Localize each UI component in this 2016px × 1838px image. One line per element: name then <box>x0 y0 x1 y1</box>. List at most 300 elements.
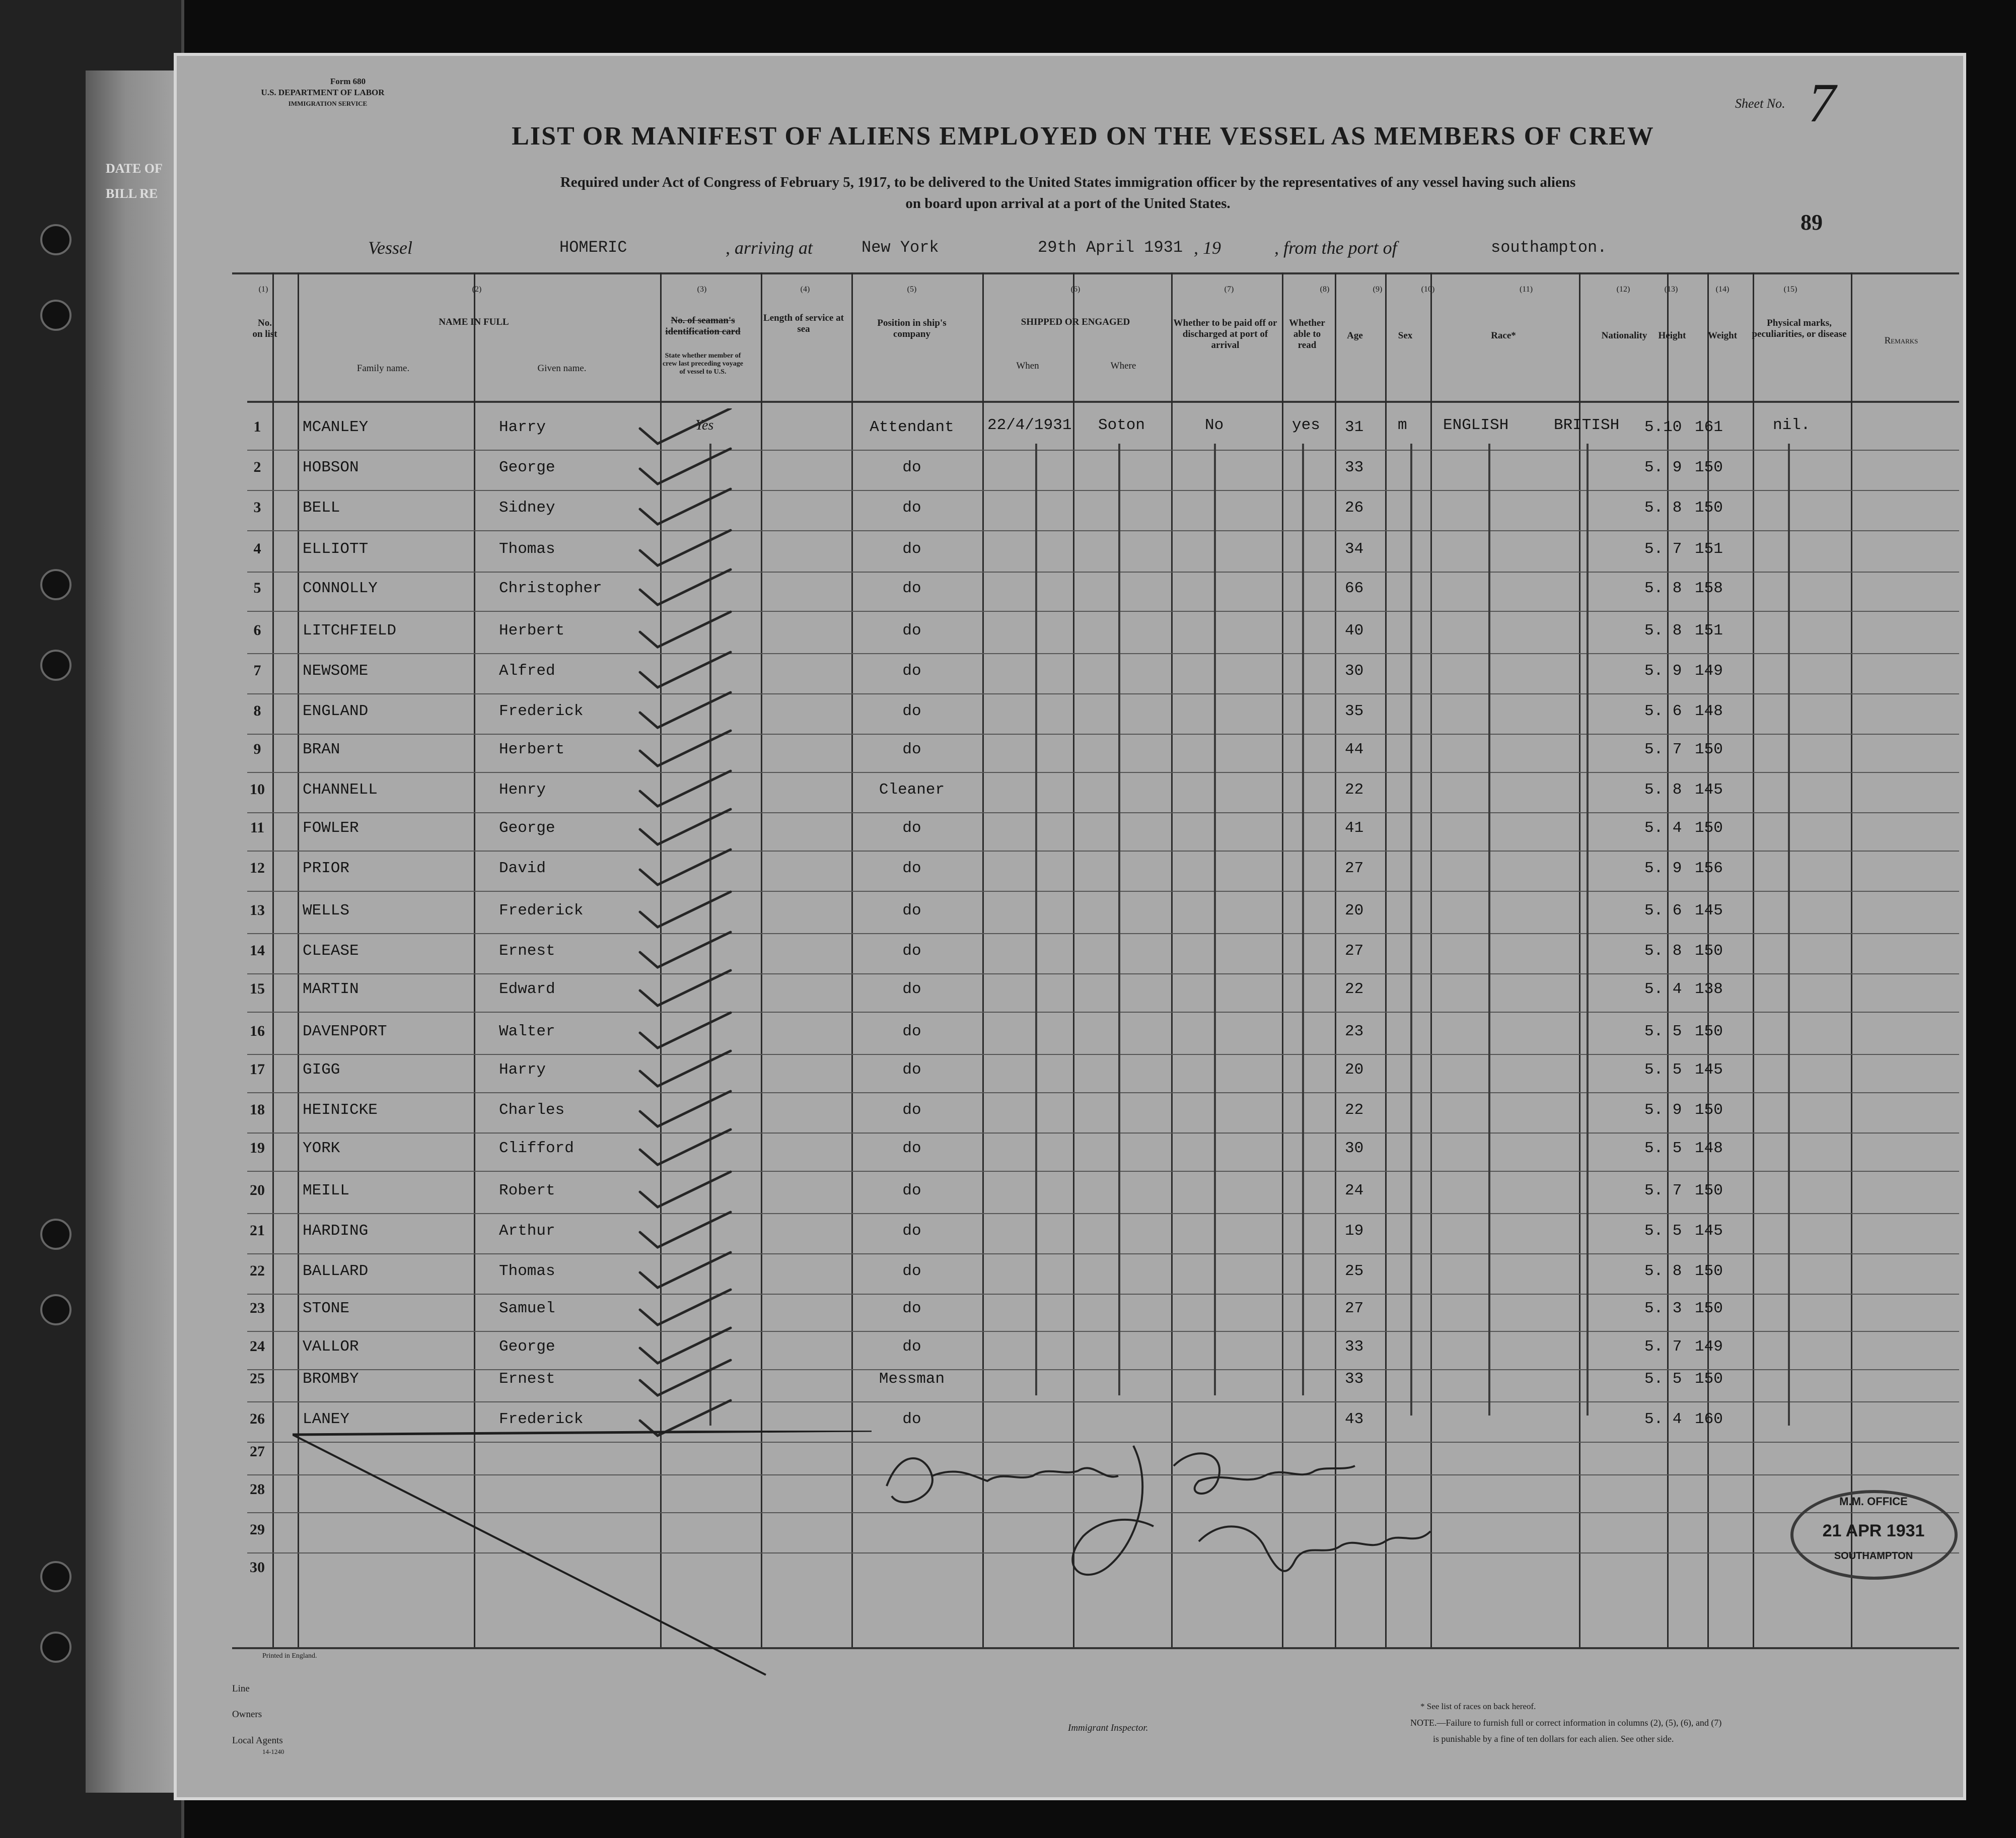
age: 33 <box>1345 1338 1364 1356</box>
age: 30 <box>1345 1140 1364 1157</box>
row-number: 10 <box>250 781 265 798</box>
row-number: 27 <box>250 1443 265 1460</box>
given-name: Samuel <box>499 1300 555 1317</box>
age: 27 <box>1345 860 1364 877</box>
note-line-1: NOTE.—Failure to furnish full or correct information in columns (2), (5), (6), and (7) <box>1410 1718 1722 1728</box>
row-number: 24 <box>250 1338 265 1355</box>
check-mark <box>640 1290 731 1325</box>
agents-label: Local Agents <box>232 1735 283 1746</box>
height: 5. 5 <box>1644 1140 1682 1157</box>
check-mark <box>640 1172 731 1207</box>
line-label: Line <box>232 1683 250 1694</box>
age: 27 <box>1345 942 1364 960</box>
check-mark <box>640 1360 731 1395</box>
paid-off: No <box>1205 416 1224 434</box>
given-name: Alfred <box>499 662 555 680</box>
check-mark <box>640 809 731 844</box>
age: 22 <box>1345 980 1364 998</box>
row-number: 21 <box>250 1222 265 1239</box>
weight: 148 <box>1695 1140 1723 1157</box>
row-rule <box>247 973 1959 974</box>
year-label: , 19 <box>1194 238 1221 258</box>
family-name: GIGG <box>303 1061 340 1079</box>
column-rule <box>1707 272 1709 1647</box>
weight: 145 <box>1695 781 1723 799</box>
given-name: Herbert <box>499 741 565 758</box>
stamp-date: 21 APR 1931 <box>1822 1521 1925 1540</box>
header-nationality: Nationality <box>1601 330 1647 341</box>
row-rule <box>247 572 1959 573</box>
check-mark <box>640 1013 731 1048</box>
check-mark <box>640 1051 731 1086</box>
given-name: Arthur <box>499 1222 555 1240</box>
age: 20 <box>1345 902 1364 920</box>
row-rule <box>247 1213 1959 1214</box>
header-no-on-list: No. on list <box>252 318 277 339</box>
ditto-bar <box>1587 444 1589 1416</box>
given-name: Charles <box>499 1101 565 1119</box>
owners-label: Owners <box>232 1709 262 1720</box>
row-number: 6 <box>253 622 261 639</box>
header-remarks: Remarks <box>1884 335 1918 346</box>
subtitle-line-1: Required under Act of Congress of February 5, 1917, to be delivered to the United States immigration officer by the representatives of any vessel having such aliens <box>560 174 1576 190</box>
col-num: (7) <box>1224 285 1234 294</box>
weight: 150 <box>1695 1370 1723 1388</box>
family-name: BALLARD <box>303 1262 369 1280</box>
family-name: BELL <box>303 499 340 517</box>
position: do <box>902 860 921 877</box>
weight: 151 <box>1695 540 1723 558</box>
binder-hole <box>40 1561 71 1592</box>
position: do <box>902 580 921 597</box>
position: do <box>902 662 921 680</box>
ditto-bar <box>1410 444 1412 1416</box>
row-rule <box>247 530 1959 531</box>
height: 5. 8 <box>1644 622 1682 640</box>
height: 5. 9 <box>1644 459 1682 476</box>
races-note: * See list of races on back hereof. <box>1420 1702 1536 1711</box>
check-mark <box>640 1129 731 1165</box>
binder-hole <box>40 650 71 681</box>
row-number: 8 <box>253 702 261 719</box>
manifest-title: LIST OR MANIFEST OF ALIENS EMPLOYED ON THE VESSEL AS MEMBERS OF CREW <box>512 122 1654 151</box>
age: 30 <box>1345 662 1364 680</box>
family-name: CLEASE <box>303 942 359 960</box>
row-rule <box>247 611 1959 612</box>
given-name: Harry <box>499 1061 546 1079</box>
position: do <box>902 1222 921 1240</box>
position: do <box>902 1300 921 1317</box>
family-name: MCANLEY <box>303 418 369 436</box>
check-marks <box>630 408 761 1466</box>
age: 20 <box>1345 1061 1364 1079</box>
height: 5. 8 <box>1644 1262 1682 1280</box>
row-number: 5 <box>253 580 261 596</box>
header-name-in-full: NAME IN FULL <box>439 317 509 327</box>
position: do <box>902 499 921 517</box>
row-number: 9 <box>253 741 261 757</box>
check-mark <box>640 1328 731 1363</box>
page-stack <box>86 70 186 1793</box>
ditto-bar <box>1214 444 1216 1395</box>
height: 5. 7 <box>1644 1338 1682 1356</box>
age: 22 <box>1345 1101 1364 1119</box>
manifest-sheet <box>174 53 1966 1800</box>
given-name: Edward <box>499 980 555 998</box>
family-name: WELLS <box>303 902 350 920</box>
height: 5. 6 <box>1644 902 1682 920</box>
height: 5. 9 <box>1644 1101 1682 1119</box>
row-number: 7 <box>253 662 261 679</box>
given-name: Herbert <box>499 622 565 640</box>
margin-date-label: DATE OF <box>106 161 163 176</box>
header-weight: Weight <box>1707 330 1738 341</box>
row-number: 1 <box>253 418 261 435</box>
given-name: David <box>499 860 546 877</box>
form-number: Form 680 <box>330 77 366 86</box>
family-name: PRIOR <box>303 860 350 877</box>
age: 23 <box>1345 1023 1364 1040</box>
binder-hole <box>40 1632 71 1663</box>
position: do <box>902 1023 921 1040</box>
height: 5. 5 <box>1644 1370 1682 1388</box>
height: 5.10 <box>1644 418 1682 436</box>
check-mark <box>640 970 731 1006</box>
arriving-label: , arriving at <box>726 238 813 258</box>
printed-in: Printed in England. <box>262 1652 317 1660</box>
family-name: ENGLAND <box>303 702 369 720</box>
height: 5. 5 <box>1644 1222 1682 1240</box>
weight: 150 <box>1695 1300 1723 1317</box>
height: 5. 4 <box>1644 819 1682 837</box>
given-name: George <box>499 1338 555 1356</box>
position: do <box>902 459 921 476</box>
header-able-read: Whether able to read <box>1289 318 1325 350</box>
binder-hole <box>40 1294 71 1325</box>
age: 66 <box>1345 580 1364 597</box>
check-mark <box>640 1252 731 1288</box>
sex: m <box>1398 416 1407 434</box>
family-name: MEILL <box>303 1182 350 1199</box>
col-num: (13) <box>1664 285 1678 294</box>
row-number: 16 <box>250 1023 265 1039</box>
height: 5. 7 <box>1644 741 1682 758</box>
row-rule <box>247 653 1959 654</box>
position: do <box>902 1262 921 1280</box>
position: do <box>902 902 921 920</box>
weight: 156 <box>1695 860 1723 877</box>
col-num: (3) <box>697 285 707 294</box>
binder-hole <box>40 224 71 255</box>
table-top-rule <box>232 272 1959 274</box>
height: 5. 6 <box>1644 702 1682 720</box>
check-mark <box>640 612 731 647</box>
family-name: DAVENPORT <box>303 1023 387 1040</box>
able-read: yes <box>1292 416 1320 434</box>
col-num: (11) <box>1519 285 1533 294</box>
from-port: southampton. <box>1491 238 1607 257</box>
weight: 150 <box>1695 1023 1723 1040</box>
row-rule <box>247 851 1959 852</box>
height: 5. 8 <box>1644 781 1682 799</box>
sheet-label: Sheet No. <box>1735 96 1785 111</box>
given-name: Ernest <box>499 1370 555 1388</box>
weight: 150 <box>1695 741 1723 758</box>
age: 24 <box>1345 1182 1364 1199</box>
binder-hole <box>40 300 71 331</box>
row-number: 30 <box>250 1559 265 1576</box>
row-rule <box>247 1092 1959 1093</box>
height: 5. 8 <box>1644 499 1682 517</box>
row-number: 18 <box>250 1101 265 1118</box>
column-rule <box>1753 272 1754 1647</box>
family-name: FOWLER <box>303 819 359 837</box>
family-name: LITCHFIELD <box>303 622 397 640</box>
check-mark <box>640 892 731 927</box>
row-number: 29 <box>250 1521 265 1538</box>
given-name: Frederick <box>499 902 584 920</box>
physical-marks: nil. <box>1773 416 1811 434</box>
row-rule <box>247 891 1959 892</box>
family-name: BROMBY <box>303 1370 359 1388</box>
column-rule <box>1579 272 1580 1647</box>
given-name: Walter <box>499 1023 555 1040</box>
row-number: 23 <box>250 1300 265 1316</box>
height: 5. 7 <box>1644 1182 1682 1199</box>
col-num: (14) <box>1715 285 1730 294</box>
sheet-number: 7 <box>1808 72 1836 133</box>
check-mark <box>640 771 731 806</box>
height: 5. 5 <box>1644 1061 1682 1079</box>
position: Attendant <box>870 418 954 436</box>
given-name: Frederick <box>499 1410 584 1428</box>
col-num: (4) <box>800 285 810 294</box>
given-name: George <box>499 459 555 476</box>
row-rule <box>247 1294 1959 1295</box>
row-number: 20 <box>250 1182 265 1198</box>
col-num: (12) <box>1616 285 1630 294</box>
shipped-when: 22/4/1931 <box>987 416 1072 434</box>
header-height: Height <box>1658 330 1686 341</box>
given-name: Ernest <box>499 942 555 960</box>
weight: 150 <box>1695 1101 1723 1119</box>
age: 43 <box>1345 1410 1364 1428</box>
row-number: 15 <box>250 980 265 997</box>
from-label: , from the port of <box>1274 238 1397 258</box>
binder-hole <box>40 1219 71 1250</box>
age: 27 <box>1345 1300 1364 1317</box>
row-number: 17 <box>250 1061 265 1078</box>
age: 22 <box>1345 781 1364 799</box>
row-rule <box>247 1012 1959 1013</box>
family-name: HEINICKE <box>303 1101 378 1119</box>
position: do <box>902 1061 921 1079</box>
row-number: 19 <box>250 1140 265 1156</box>
ditto-bar <box>1035 444 1037 1395</box>
position: do <box>902 741 921 758</box>
header-race: Race* <box>1491 330 1516 341</box>
family-name: STONE <box>303 1300 350 1317</box>
position: do <box>902 1338 921 1356</box>
row-number: 26 <box>250 1410 265 1427</box>
age: 31 <box>1345 418 1364 436</box>
given-name: Thomas <box>499 1262 555 1280</box>
position: do <box>902 1182 921 1199</box>
row-rule <box>247 1401 1959 1402</box>
family-name: HARDING <box>303 1222 369 1240</box>
race: ENGLISH <box>1443 416 1509 434</box>
col-num: (1) <box>258 285 268 294</box>
family-name: HOBSON <box>303 459 359 476</box>
immigrant-inspector: Immigrant Inspector. <box>1068 1723 1148 1733</box>
vessel-label: Vessel <box>368 238 412 258</box>
height: 5. 7 <box>1644 540 1682 558</box>
binder-edge <box>0 0 184 1838</box>
weight: 149 <box>1695 662 1723 680</box>
position: do <box>902 540 921 558</box>
weight: 150 <box>1695 499 1723 517</box>
age: 25 <box>1345 1262 1364 1280</box>
margin-bill-label: BILL RE <box>106 186 158 201</box>
row-rule <box>247 1171 1959 1172</box>
check-mark <box>640 932 731 967</box>
service: IMMIGRATION SERVICE <box>288 100 368 107</box>
weight: 158 <box>1695 580 1723 597</box>
manifest-date: 29th April 1931 <box>1038 238 1183 257</box>
row-rule <box>247 933 1959 934</box>
header-age: Age <box>1347 330 1363 341</box>
nationality: BRITISH <box>1554 416 1620 434</box>
subtitle-line-2: on board upon arrival at a port of the United States. <box>905 195 1231 211</box>
age: 26 <box>1345 499 1364 517</box>
given-name: Sidney <box>499 499 555 517</box>
column-rule <box>1851 272 1852 1647</box>
given-name: Thomas <box>499 540 555 558</box>
given-name: Harry <box>499 418 546 436</box>
check-mark <box>640 850 731 885</box>
weight: 150 <box>1695 1262 1723 1280</box>
check-mark <box>640 1212 731 1247</box>
given-name: Frederick <box>499 702 584 720</box>
weight: 150 <box>1695 819 1723 837</box>
height: 5. 8 <box>1644 580 1682 597</box>
row-rule <box>247 450 1959 451</box>
family-name: YORK <box>303 1140 340 1157</box>
weight: 150 <box>1695 1182 1723 1199</box>
check-mark <box>640 731 731 766</box>
check-mark <box>640 1091 731 1126</box>
col-num: (6) <box>1070 285 1081 294</box>
age: 19 <box>1345 1222 1364 1240</box>
given-name: Clifford <box>499 1140 574 1157</box>
row-number: 12 <box>250 860 265 876</box>
col-num: (5) <box>907 285 917 294</box>
weight: 150 <box>1695 459 1723 476</box>
binder-hole <box>40 569 71 600</box>
ditto-bar <box>1302 444 1304 1395</box>
position: do <box>902 702 921 720</box>
position: Cleaner <box>879 781 945 799</box>
age: 41 <box>1345 819 1364 837</box>
row-rule <box>247 1133 1959 1134</box>
family-name: NEWSOME <box>303 662 369 680</box>
header-given-name: Given name. <box>537 363 587 374</box>
age: 34 <box>1345 540 1364 558</box>
position: do <box>902 980 921 998</box>
vessel-name: HOMERIC <box>559 238 627 257</box>
shipped-where: Soton <box>1098 416 1145 434</box>
header-paid-off: Whether to be paid off or discharged at port of arrival <box>1173 318 1277 350</box>
height: 5. 9 <box>1644 662 1682 680</box>
family-name: ELLIOTT <box>303 540 369 558</box>
header-when: When <box>1016 361 1039 371</box>
column-rule <box>1667 272 1669 1647</box>
header-physical-marks: Physical marks, peculiarities, or disease <box>1752 318 1847 339</box>
age: 40 <box>1345 622 1364 640</box>
check-mark <box>640 408 731 444</box>
row-number: 2 <box>253 459 261 475</box>
row-rule <box>247 1331 1959 1332</box>
given-name: Henry <box>499 781 546 799</box>
ditto-bar <box>1488 444 1490 1416</box>
age: 44 <box>1345 741 1364 758</box>
row-number: 22 <box>250 1262 265 1279</box>
ditto-bar <box>1788 444 1790 1426</box>
header-shipped-engaged: SHIPPED OR ENGAGED <box>1021 317 1130 327</box>
height: 5. 5 <box>1644 1023 1682 1040</box>
weight: 149 <box>1695 1338 1723 1356</box>
weight: 161 <box>1695 418 1723 436</box>
stamp-top: M.M. OFFICE <box>1839 1495 1908 1508</box>
table-header-rule <box>247 401 1959 403</box>
family-name: MARTIN <box>303 980 359 998</box>
position: do <box>902 942 921 960</box>
inspector-signature <box>872 1416 1476 1627</box>
row-number: 25 <box>250 1370 265 1387</box>
department: U.S. DEPARTMENT OF LABOR <box>261 88 385 97</box>
header-sex: Sex <box>1398 330 1413 341</box>
family-name: CONNOLLY <box>303 580 378 597</box>
weight: 145 <box>1695 902 1723 920</box>
check-mark <box>640 570 731 605</box>
row-rule <box>247 1054 1959 1055</box>
family-name: LANEY <box>303 1410 350 1428</box>
age: 35 <box>1345 702 1364 720</box>
position: do <box>902 622 921 640</box>
row-rule <box>247 693 1959 694</box>
prev-voyage-yes: Yes <box>695 417 714 433</box>
check-mark <box>640 489 731 524</box>
weight: 150 <box>1695 942 1723 960</box>
family-name: CHANNELL <box>303 781 378 799</box>
weight: 160 <box>1695 1410 1723 1428</box>
check-mark <box>640 692 731 728</box>
row-rule <box>247 772 1959 773</box>
given-name: Robert <box>499 1182 555 1199</box>
family-name: BRAN <box>303 741 340 758</box>
form-code: 14-1240 <box>262 1748 284 1755</box>
height: 5. 4 <box>1644 980 1682 998</box>
col-num: (15) <box>1783 285 1797 294</box>
check-mark <box>640 530 731 565</box>
position: do <box>902 1410 921 1428</box>
header-position: Position in ship's company <box>877 318 947 339</box>
given-name: Christopher <box>499 580 602 597</box>
position: do <box>902 1101 921 1119</box>
height: 5. 3 <box>1644 1300 1682 1317</box>
arriving-port: New York <box>861 238 939 257</box>
header-family-name: Family name. <box>356 363 410 374</box>
